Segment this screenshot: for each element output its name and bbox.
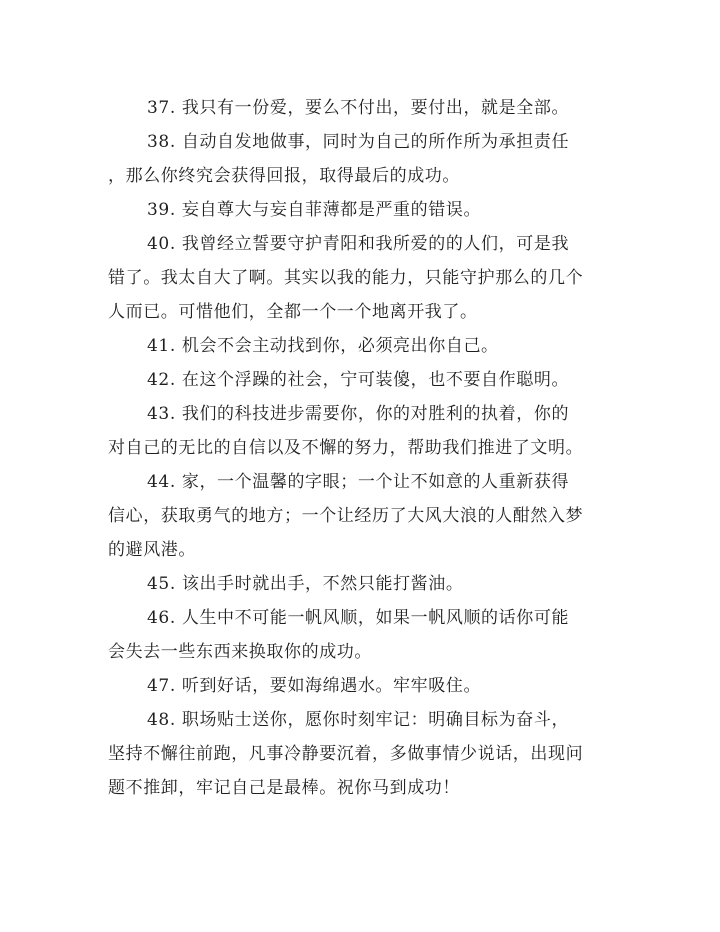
- quote-line: 39. 妄自尊大与妄自菲薄都是严重的错误。: [147, 200, 482, 220]
- quote-item-47: [108, 669, 618, 703]
- quote-item-44: [108, 465, 618, 567]
- quote-item-43: [108, 397, 618, 465]
- quote-line: 对自己的无比的自信以及不懈的努力，帮助我们推进了文明。: [108, 438, 584, 458]
- quote-line: 37. 我只有一份爱，要么不付出，要付出，就是全部。: [147, 98, 570, 118]
- quote-item-38: [108, 125, 618, 193]
- quote-line: 41. 机会不会主动找到你，必须亮出你自己。: [147, 336, 499, 356]
- quote-line: 坚持不懈往前跑，凡事冷静要沉着，多做事情少说话，出现问: [108, 744, 584, 764]
- quote-line: 的避风港。: [108, 540, 196, 560]
- quote-line: 错了。我太自大了啊。其实以我的能力，只能守护那么的几个: [108, 268, 584, 288]
- quote-item-46: [108, 601, 618, 669]
- quote-line: 46. 人生中不可能一帆风顺，如果一帆风顺的话你可能: [147, 608, 570, 628]
- quote-line: 44. 家，一个温馨的字眼；一个让不如意的人重新获得: [147, 472, 570, 492]
- quote-item-48: [108, 703, 618, 805]
- quote-item-39: [108, 193, 618, 227]
- quote-line: 45. 该出手时就出手，不然只能打酱油。: [147, 574, 464, 594]
- quote-line: 42. 在这个浮躁的社会，宁可装傻，也不要自作聪明。: [147, 370, 570, 390]
- quote-item-40: [108, 227, 618, 329]
- quote-line: ，那么你终究会获得回报，取得最后的成功。: [108, 166, 460, 186]
- quote-line: 会失去一些东西来换取你的成功。: [108, 642, 372, 662]
- quote-item-42: [108, 363, 618, 397]
- quote-line: 38. 自动自发地做事，同时为自己的所作所为承担责任: [147, 132, 570, 152]
- quote-item-37: [108, 91, 618, 125]
- quote-list: [108, 91, 618, 805]
- quote-item-41: [108, 329, 618, 363]
- quote-line: 人而已。可惜他们，全都一个一个地离开我了。: [108, 302, 478, 322]
- quote-line: 47. 听到好话，要如海绵遇水。牢牢吸住。: [147, 676, 482, 696]
- quote-line: 信心，获取勇气的地方；一个让经历了大风大浪的人酣然入梦: [108, 506, 584, 526]
- quote-line: 48. 职场贴士送你，愿你时刻牢记：明确目标为奋斗，: [147, 710, 570, 730]
- quote-line: 43. 我们的科技进步需要你，你的对胜利的执着，你的: [147, 404, 570, 424]
- quote-item-45: [108, 567, 618, 601]
- quote-line: 题不推卸，牢记自己是最棒。祝你马到成功！: [108, 778, 460, 798]
- quote-line: 40. 我曾经立誓要守护青阳和我所爱的的人们，可是我: [147, 234, 570, 254]
